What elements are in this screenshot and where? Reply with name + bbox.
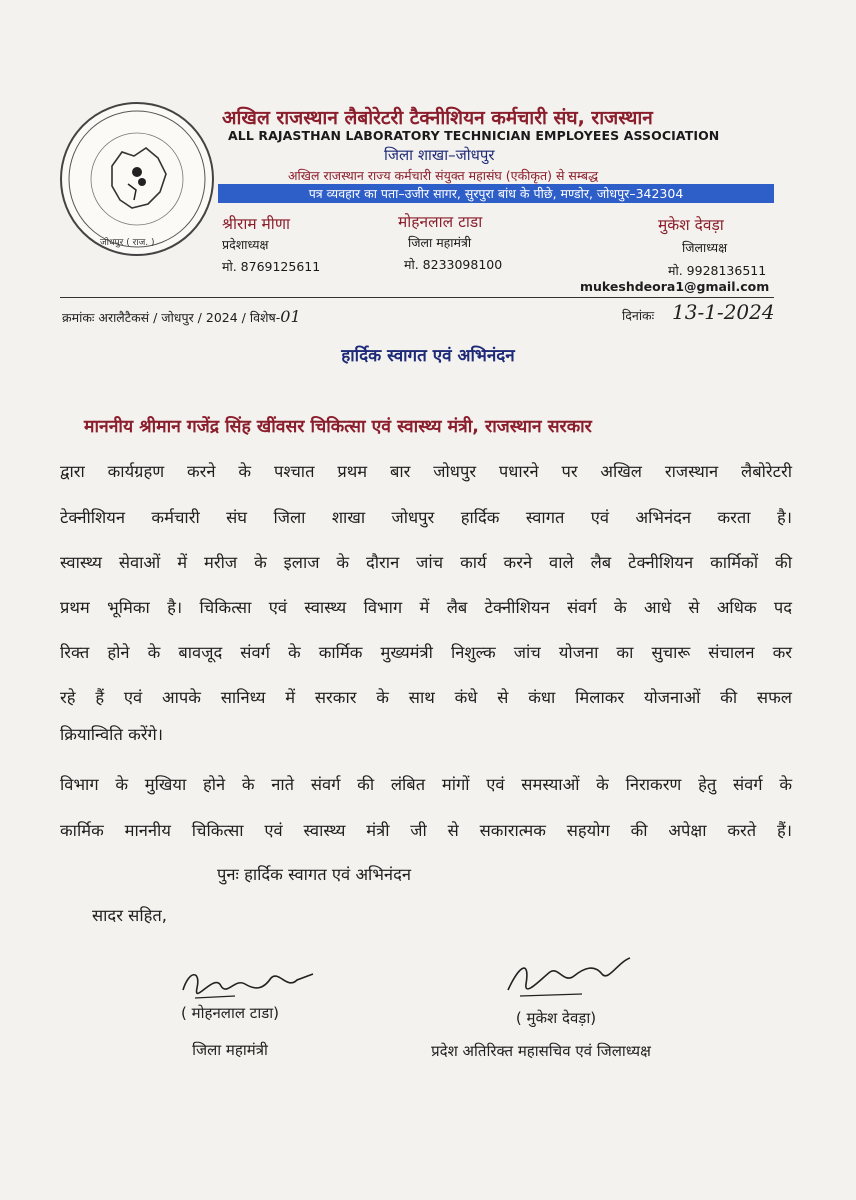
body-line-9: कार्मिक माननीय चिकित्सा एवं स्वास्थ्य मंत्री जी से सकारात्मक सहयोग की अपेक्षा करते हैं। [60, 821, 792, 840]
reference-line [62, 307, 301, 326]
signature-2-image [490, 950, 640, 1005]
official-2-name: मोहनलाल टाडा [398, 213, 483, 231]
association-title-english: ALL RAJASTHAN LABORATORY TECHNICIAN EMPLOYEES ASSOCIATION [228, 128, 720, 143]
association-title-hindi: अखिल राजस्थान लैबोरेटरी टैक्नीशियन कर्मचारी संघ, राजस्थान [222, 107, 653, 129]
addressee-line: माननीय श्रीमान गजेंद्र सिंह खींवसर चिकित्सा एवं स्वास्थ्य मंत्री, राजस्थान सरकार [84, 417, 592, 437]
official-3-name: मुकेश देवड़ा [658, 216, 724, 234]
association-seal [60, 102, 214, 256]
body-line-7: क्रियान्विति करेंगे। [60, 725, 164, 744]
affiliation-text: अखिल राजस्थान राज्य कर्मचारी संयुक्त महासंघ (एकीकृत) से सम्बद्ध [288, 168, 599, 183]
official-3-post: जिलाध्यक्ष [682, 240, 728, 255]
body-line-6: रहे हैं एवं आपके सानिध्य में सरकार के साथ कंधे से कंधा मिलाकर योजनाओं की सफल [60, 688, 792, 707]
address-band: पत्र व्यवहार का पता–उजीर सागर, सुरपुरा बांध के पीछे, मण्डोर, जोधपुर–342304 [218, 184, 774, 203]
signatory-2-name: ( मुकेश देवड़ा) [515, 1009, 597, 1027]
signatory-2-title: प्रदेश अतिरिक्त महासचिव एवं जिलाध्यक्ष [431, 1042, 651, 1060]
signatory-1-title: जिला महामंत्री [192, 1041, 268, 1059]
official-1-name: श्रीराम मीणा [222, 215, 291, 233]
seal-bottom-text: जोधपुर ( राज. ) [100, 238, 155, 248]
rajasthan-map-icon [112, 148, 166, 208]
official-2-post: जिला महामंत्री [408, 235, 472, 250]
body-line-4: प्रथम भूमिका है। चिकित्सा एवं स्वास्थ्य विभाग में लैब टेक्नीशियन संवर्ग के आधे से अधिक पद [60, 598, 792, 617]
emblem-icon [132, 167, 142, 177]
official-2-phone: मो. 8233098100 [404, 257, 503, 272]
signatory-1-name: ( मोहनलाल टाडा) [181, 1004, 279, 1022]
official-1-post: प्रदेशाध्यक्ष [222, 237, 269, 252]
body-line-3: स्वास्थ्य सेवाओं में मरीज के इलाज के दौरान जांच कार्य करने वाले लैब टेक्नीशियन कार्मिकों की [60, 553, 792, 572]
reference-number: 01 [280, 307, 301, 326]
signature-1-image [175, 960, 325, 1005]
header-divider [60, 297, 774, 298]
body-line-5: रिक्त होने के बावजूद संवर्ग के कार्मिक मुख्यमंत्री निशुल्क जांच योजना का सुचारू संचालन कर [60, 643, 792, 662]
salutation: सादर सहित, [92, 906, 168, 925]
official-1-phone: मो. 8769125611 [222, 259, 321, 274]
seal-graphic [62, 104, 212, 254]
branch-name: जिला शाखा–जोधपुर [384, 146, 495, 164]
email-address: mukeshdeora1@gmail.com [580, 279, 770, 294]
body-line-1: द्वारा कार्यग्रहण करने के पश्चात प्रथम बार जोधपुर पधारने पर अखिल राजस्थान लैबोरेटरी [60, 462, 792, 481]
body-line-8: विभाग के मुखिया होने के नाते संवर्ग की लंबित मांगों एवं समस्याओं के निराकरण हेतु संवर्ग के [60, 775, 792, 794]
reference-prefix: क्रमांकः अरालैटैकसं / जोधपुर / 2024 / विशेष- [62, 310, 281, 325]
body-line-2: टेक्नीशियन कर्मचारी संघ जिला शाखा जोधपुर हार्दिक स्वागत एवं अभिनंदन करता है। [60, 508, 792, 527]
letter-heading: हार्दिक स्वागत एवं अभिनंदन [341, 346, 515, 366]
date-label: दिनांकः [622, 308, 655, 323]
closing-greeting: पुनः हार्दिक स्वागत एवं अभिनंदन [217, 865, 411, 884]
official-3-phone: मो. 9928136511 [668, 263, 767, 278]
date-value: 13-1-2024 [672, 300, 775, 324]
